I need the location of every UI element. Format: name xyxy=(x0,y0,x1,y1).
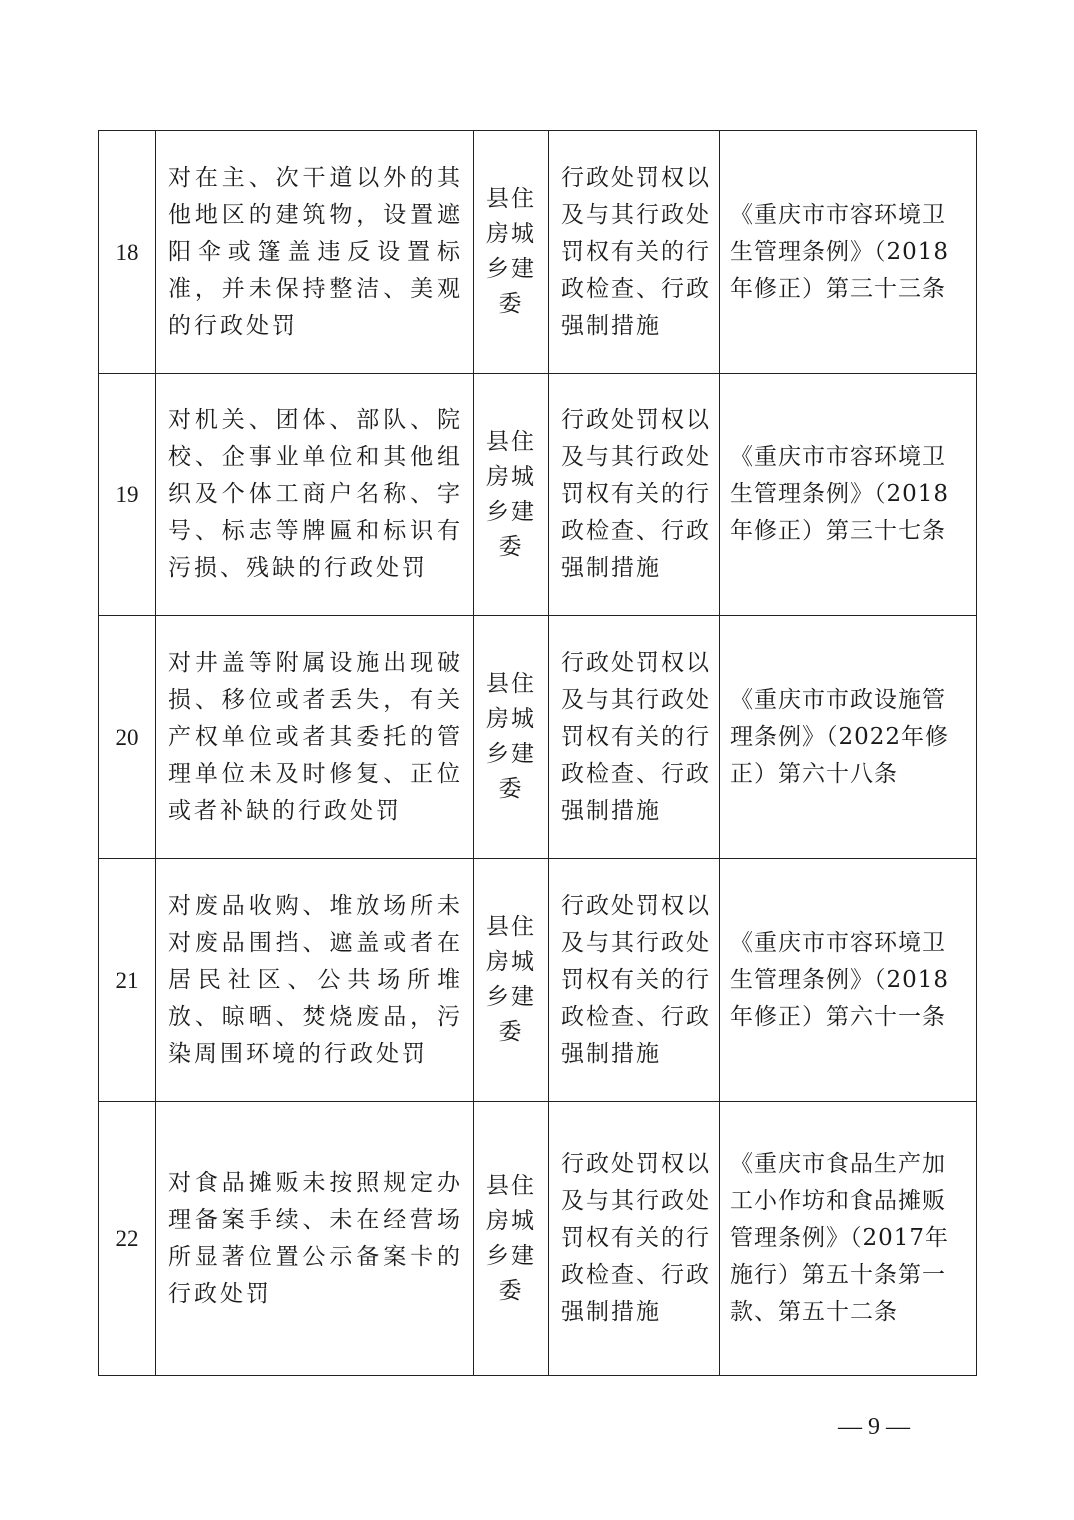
item-name: 对井盖等附属设施出现破损、移位或者丢失，有关产权单位或者其委托的管理单位未及时修复、正位或者补缺的行政处罚 xyxy=(156,616,474,859)
legal-basis: 《重庆市食品生产加工小作坊和食品摊贩管理条例》（2017年施行）第五十条第一款、第五十二条 xyxy=(720,1102,977,1376)
item-name: 对在主、次干道以外的其他地区的建筑物，设置遮阳伞或篷盖违反设置标准，并未保持整洁、美观的行政处罚 xyxy=(156,131,474,374)
item-name: 对食品摊贩未按照规定办理备案手续、未在经营场所显著位置公示备案卡的行政处罚 xyxy=(156,1102,474,1376)
department-cell xyxy=(474,1102,549,1376)
power-type: 行政处罚权以及与其行政处罚权有关的行政检查、行政强制措施 xyxy=(549,859,720,1102)
power-type: 行政处罚权以及与其行政处罚权有关的行政检查、行政强制措施 xyxy=(549,616,720,859)
row-number: 18 xyxy=(99,131,156,374)
department-cell xyxy=(474,131,549,374)
table-row xyxy=(99,374,977,616)
department: 县住房城乡建委 xyxy=(485,1172,536,1304)
row-number: 20 xyxy=(99,616,156,859)
table-row xyxy=(99,1102,977,1376)
legal-basis: 《重庆市市容环境卫生管理条例》（2018年修正）第六十一条 xyxy=(720,859,977,1102)
department: 县住房城乡建委 xyxy=(485,914,536,1045)
department: 县住房城乡建委 xyxy=(485,186,536,317)
item-name: 对机关、团体、部队、院校、企事业单位和其他组织及个体工商户名称、字号、标志等牌匾和标识有污损、残缺的行政处罚 xyxy=(156,374,474,616)
row-number: 19 xyxy=(99,374,156,616)
table-row xyxy=(99,616,977,859)
power-type: 行政处罚权以及与其行政处罚权有关的行政检查、行政强制措施 xyxy=(549,1102,720,1376)
power-type: 行政处罚权以及与其行政处罚权有关的行政检查、行政强制措施 xyxy=(549,131,720,374)
department: 县住房城乡建委 xyxy=(485,428,536,560)
authority-table xyxy=(98,130,977,1376)
table-row xyxy=(99,859,977,1102)
page-number: — 9 — xyxy=(838,1414,910,1440)
row-number: 22 xyxy=(99,1102,156,1376)
legal-basis: 《重庆市市容环境卫生管理条例》（2018年修正）第三十七条 xyxy=(720,374,977,616)
power-type: 行政处罚权以及与其行政处罚权有关的行政检查、行政强制措施 xyxy=(549,374,720,616)
department-cell xyxy=(474,374,549,616)
department-cell xyxy=(474,859,549,1102)
table-row xyxy=(99,131,977,374)
item-name: 对废品收购、堆放场所未对废品围挡、遮盖或者在居民社区、公共场所堆放、晾晒、焚烧废品，污染周围环境的行政处罚 xyxy=(156,859,474,1102)
department-cell xyxy=(474,616,549,859)
department: 县住房城乡建委 xyxy=(485,671,536,802)
legal-basis: 《重庆市市容环境卫生管理条例》（2018年修正）第三十三条 xyxy=(720,131,977,374)
legal-basis: 《重庆市市政设施管理条例》（2022年修正）第六十八条 xyxy=(720,616,977,859)
row-number: 21 xyxy=(99,859,156,1102)
